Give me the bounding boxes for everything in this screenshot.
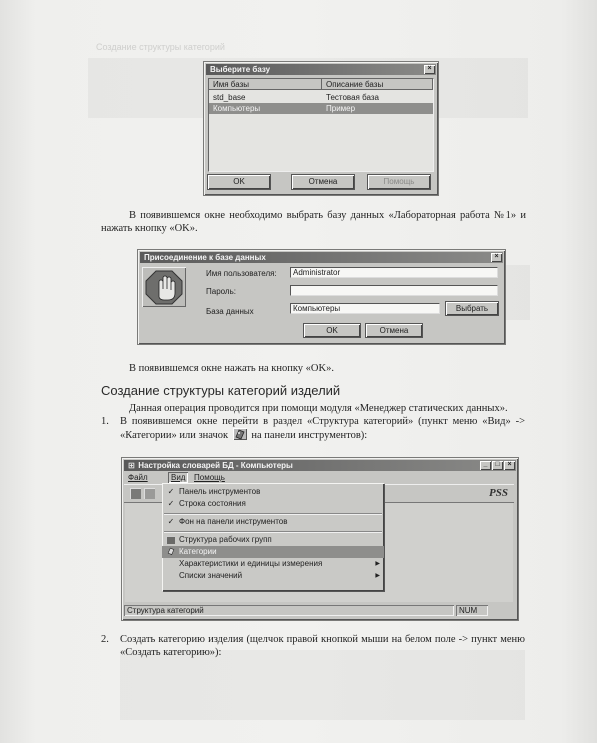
ok-button[interactable]: OK <box>304 324 360 337</box>
categories-icon <box>233 428 247 440</box>
step-number: 1. <box>101 416 109 427</box>
password-input[interactable] <box>290 285 498 296</box>
step-text <box>120 415 525 442</box>
checkmark-icon: ✓ <box>167 499 175 508</box>
close-icon[interactable]: × <box>491 253 502 262</box>
database-input[interactable]: Компьютеры <box>290 303 440 314</box>
section-heading: Создание структуры категорий изделий <box>101 383 341 398</box>
username-input[interactable]: Administrator <box>290 267 498 278</box>
app-icon: ⊞ <box>128 461 135 470</box>
dialog-title-bar <box>206 64 436 75</box>
menu-item-status-bar[interactable] <box>162 498 384 510</box>
dialog-title: Присоединение к базе данных <box>144 253 266 262</box>
cancel-button[interactable]: Отмена <box>292 175 354 189</box>
menu-item-characteristics[interactable] <box>162 558 384 570</box>
ok-button[interactable]: OK <box>208 175 270 189</box>
list-item[interactable] <box>209 92 433 103</box>
submenu-arrow-icon: ▶ <box>375 561 380 567</box>
step-text-part: на панели инструментов): <box>251 430 368 441</box>
connect-database-dialog <box>137 249 506 345</box>
window-title-bar <box>124 460 516 471</box>
select-database-dialog <box>203 61 439 196</box>
maximize-icon[interactable]: □ <box>492 461 503 470</box>
menu-item-label: Структура рабочих групп <box>179 535 272 544</box>
dialog-title: Выберите базу <box>210 65 271 74</box>
list-item-selected[interactable] <box>209 103 433 114</box>
help-button[interactable]: Помощь <box>368 175 430 189</box>
menu-item-label: Характеристики и единицы измерения <box>179 559 323 568</box>
password-label: Пароль: <box>206 287 236 296</box>
database-toolbar-icon[interactable] <box>130 488 141 499</box>
status-bar-text: Структура категорий <box>124 605 454 616</box>
menu-item-categories[interactable] <box>162 546 384 558</box>
menu-view[interactable]: Вид <box>168 472 188 483</box>
username-label: Имя пользователя: <box>206 269 277 278</box>
database-label: База данных <box>206 307 254 316</box>
view-dropdown-menu <box>162 483 384 591</box>
database-description: Пример <box>326 104 356 113</box>
pss-logo: PSS <box>489 487 508 499</box>
column-header-description[interactable]: Описание базы <box>322 79 433 90</box>
cancel-button[interactable]: Отмена <box>366 324 422 337</box>
instruction-paragraph: Данная операция проводится при помощи модуля «Менеджер статических данных». <box>129 403 508 414</box>
menu-item-value-lists[interactable] <box>162 570 384 582</box>
menu-item-label: Категории <box>179 547 217 556</box>
show-through-header: Создание структуры категорий <box>96 42 225 52</box>
show-through-ghost <box>120 650 525 720</box>
workgroups-icon <box>166 536 175 544</box>
instruction-paragraph: В появившемся окне нажать на кнопку «OK». <box>129 363 334 374</box>
close-icon[interactable]: × <box>504 461 515 470</box>
database-name: std_base <box>213 93 246 102</box>
menu-item-label: Строка состояния <box>179 499 246 508</box>
menu-item-label: Панель инструментов <box>179 487 261 496</box>
step-number: 2. <box>101 634 109 645</box>
menu-help[interactable]: Помощь <box>194 473 225 482</box>
dictionary-settings-window <box>121 457 519 621</box>
step-text-part: В появившемся окне перейти в раздел «Структура категорий» (пункт меню «Вид» -> «Категории» или значок <box>120 416 525 441</box>
step-text: Создать категорию изделия (щелчок правой кнопкой мыши на белом поле -> пункт меню «Создать категорию»): <box>120 634 525 658</box>
instruction-paragraph: В появившемся окне необходимо выбрать базу данных «Лабораторная работа №1» и нажать кнопку «OK». <box>101 210 526 234</box>
database-name: Компьютеры <box>213 104 261 113</box>
menu-bar <box>124 472 514 483</box>
column-header-name[interactable]: Имя базы <box>209 79 322 90</box>
menu-item-toolbar[interactable] <box>162 486 384 498</box>
menu-separator <box>164 513 382 515</box>
checkmark-icon: ✓ <box>167 517 175 526</box>
window-title: Настройка словарей БД - Компьютеры <box>138 461 293 470</box>
menu-item-label: Списки значений <box>179 571 243 580</box>
dialog-title-bar <box>140 252 503 263</box>
menu-file[interactable]: Файл <box>128 473 148 482</box>
menu-separator <box>164 531 382 533</box>
checkmark-icon: ✓ <box>167 487 175 496</box>
submenu-arrow-icon: ▶ <box>375 573 380 579</box>
minimize-icon[interactable]: _ <box>480 461 491 470</box>
browse-button[interactable]: Выбрать <box>446 302 498 315</box>
menu-item-toolbar-background[interactable] <box>162 516 384 528</box>
database-description: Тестовая база <box>326 93 379 102</box>
database-list[interactable] <box>208 78 434 172</box>
status-num-indicator: NUM <box>456 605 488 616</box>
stop-hand-icon <box>142 267 186 307</box>
close-icon[interactable]: × <box>424 65 435 74</box>
menu-item-workgroups[interactable] <box>162 534 384 546</box>
workgroups-toolbar-icon[interactable] <box>144 488 155 499</box>
menu-item-label: Фон на панели инструментов <box>179 517 288 526</box>
